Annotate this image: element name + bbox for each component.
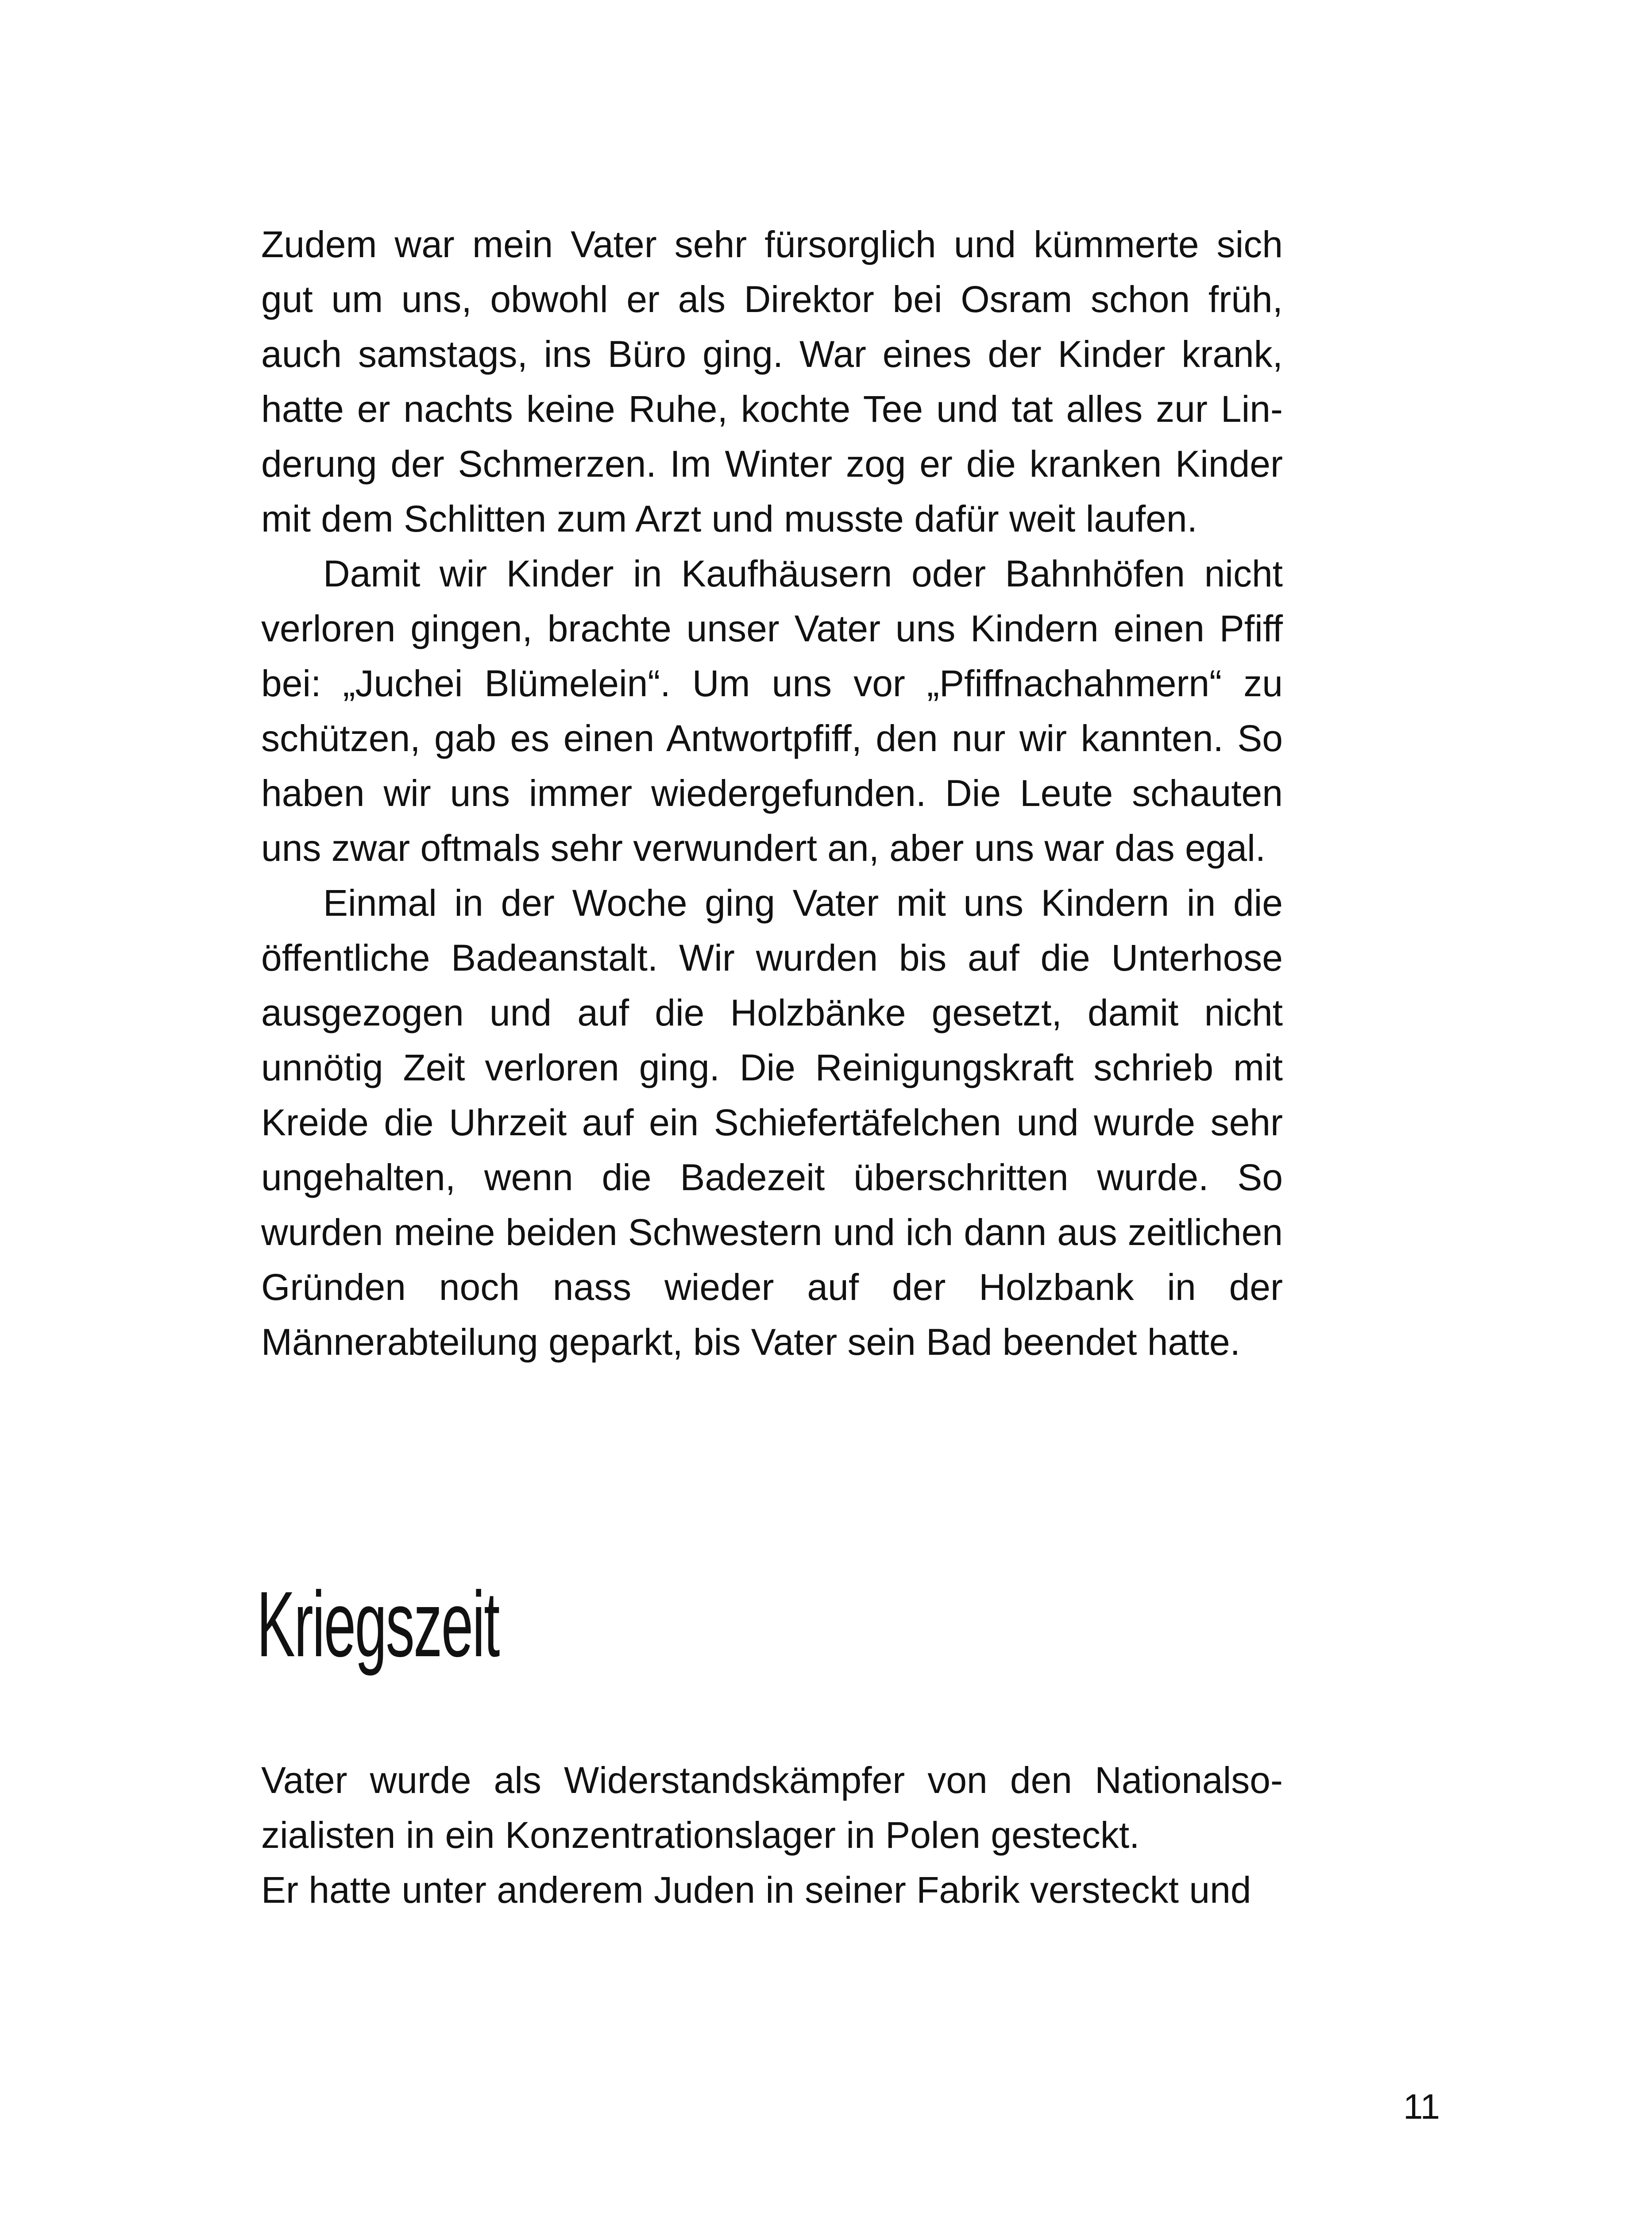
paragraph-whistle: Damit wir Kinder in Kaufhäusern oder Bahnhöfen nicht verloren gingen, brachte unser Vater uns Kindern einen Pfiff bei: „Juchei Blümelein“. Um uns vor „Pfiffnachahmern“ zu schützen, gab es einen Antwortpfiff, den nur wir kannten. So haben wir uns immer wiedergefunden. Die Leute schauten uns zwar oftmals sehr verwundert an, aber uns war das egal. <box>261 553 1283 869</box>
body-text-bottom <box>261 1753 1283 1917</box>
paragraph-hidden-jews: Er hatte unter anderem Juden in seiner Fabrik versteckt und <box>261 1869 1251 1911</box>
page-number: 11 <box>1403 2087 1440 2126</box>
body-text-top <box>261 217 1283 1369</box>
paragraph-father-caring: Zudem war mein Vater sehr fürsorglich und kümmerte sich gut um uns, obwohl er als Direktor bei Osram schon früh, auch samstags, ins Büro ging. War eines der Kinder krank, hatte er nachts keine Ruhe, kochte Tee und tat alles zur Linderung der Schmerzen. Im Winter zog er die kranken Kinder mit dem Schlitten zum Arzt und musste dafür weit laufen. <box>261 224 1283 540</box>
paragraph-resistance: Vater wurde als Widerstandskämpfer von den Nationalsozialisten in ein Konzentrationslager in Polen gesteckt. <box>261 1759 1283 1856</box>
paragraph-bathhouse: Einmal in der Woche ging Vater mit uns Kindern in die öffentliche Badeanstalt. Wir wurden bis auf die Unterhose ausgezogen und auf die Holzbänke gesetzt, damit nicht unnötig Zeit verloren ging. Die Reinigungskraft schrieb mit Kreide die Uhrzeit auf ein Schiefertäfelchen und wurde sehr ungehalten, wenn die Badezeit überschritten wurde. So wurden meine beiden Schwestern und ich dann aus zeitlichen Gründen noch nass wieder auf der Holzbank in der Männerabteilung geparkt, bis Vater sein Bad beendet hatte. <box>261 882 1283 1363</box>
section-heading: Kriegszeit <box>257 1572 499 1676</box>
